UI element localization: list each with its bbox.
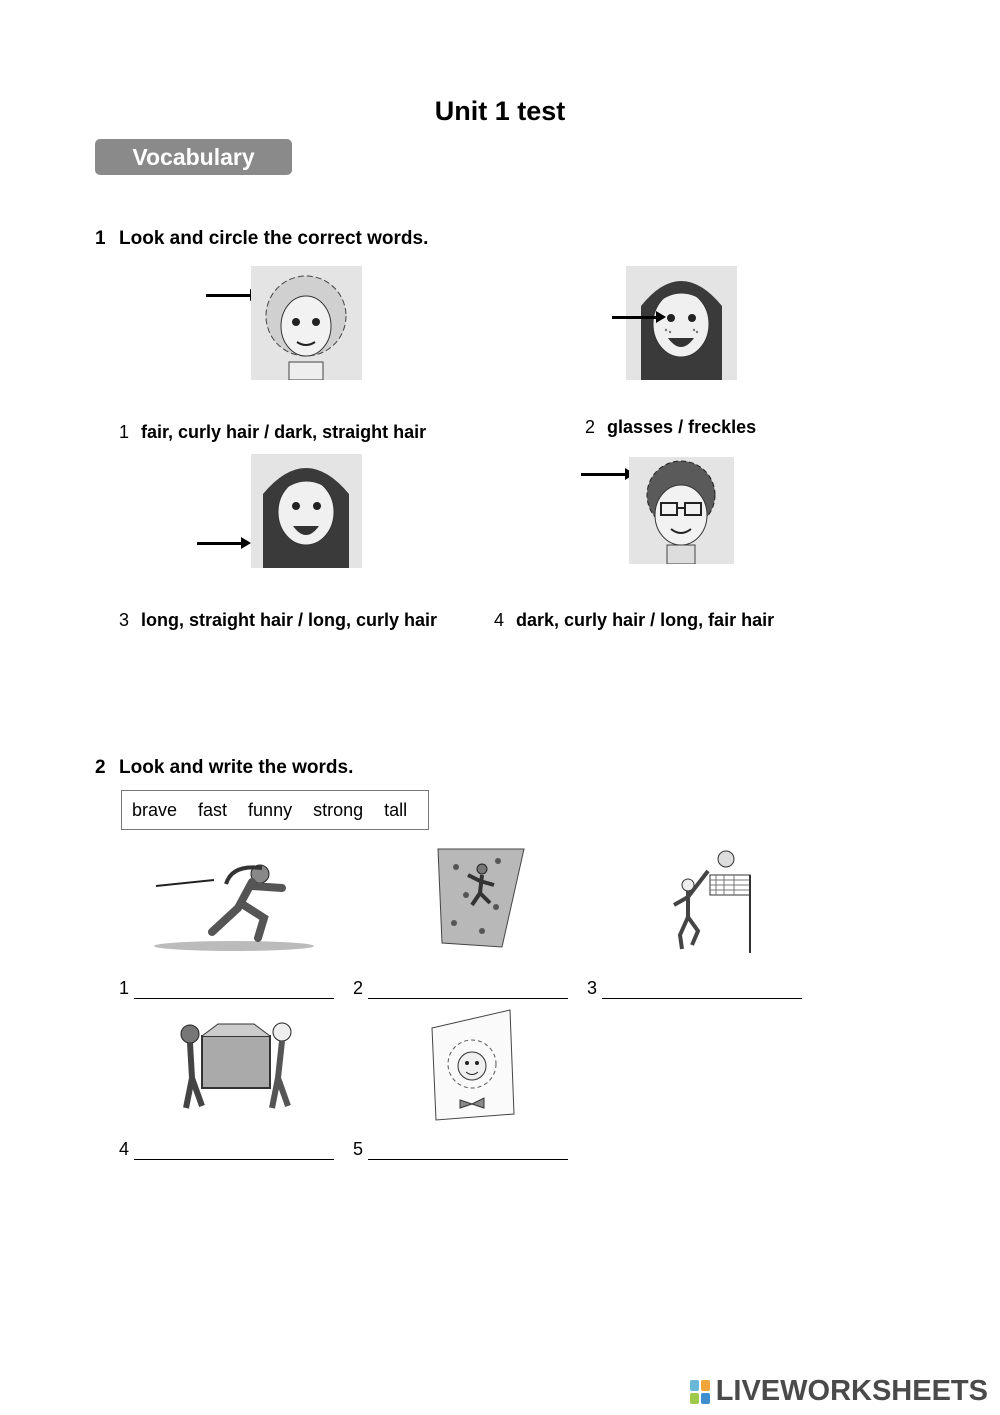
- option-item[interactable]: [585, 417, 756, 438]
- word-bank-item: brave: [132, 799, 178, 820]
- answer-row: [353, 1139, 568, 1160]
- exercise-instruction: Look and write the words.: [119, 757, 354, 778]
- arrow-icon: [197, 542, 245, 545]
- arrow-icon: [612, 316, 660, 319]
- answer-row: [119, 978, 334, 999]
- carrying-box-image: [168, 1012, 304, 1118]
- answer-number: 5: [353, 1139, 364, 1159]
- exercise-instruction: Look and circle the correct words.: [119, 228, 429, 249]
- logo-square: [701, 1380, 710, 1391]
- curly-hair-boy-image: [629, 457, 734, 564]
- word-bank-item: strong: [313, 799, 364, 820]
- section-badge: Vocabulary: [95, 139, 292, 175]
- answer-row: [353, 978, 568, 999]
- liveworksheets-logo-icon: [690, 1380, 710, 1404]
- brand-name: LIVEWORKSHEETS: [715, 1375, 988, 1407]
- logo-square: [690, 1380, 699, 1391]
- item-text: fair, curly hair / dark, straight hair: [141, 422, 427, 442]
- item-number: 4: [494, 610, 505, 630]
- climbing-wall-image: [436, 847, 526, 949]
- word-bank-item: funny: [248, 799, 293, 820]
- logo-square: [701, 1393, 710, 1404]
- word-bank-item: tall: [384, 799, 408, 820]
- answer-blank[interactable]: [602, 980, 802, 999]
- item-text: long, straight hair / long, curly hair: [141, 610, 438, 630]
- answer-blank[interactable]: [134, 980, 334, 999]
- answer-number: 1: [119, 978, 130, 998]
- funny-drawing-image: [428, 1008, 516, 1122]
- exercise-2-heading: [95, 757, 353, 779]
- item-number: 1: [119, 422, 130, 442]
- long-hair-girl-image: [251, 454, 362, 568]
- logo-square: [690, 1393, 699, 1404]
- item-text: glasses / freckles: [607, 417, 757, 437]
- curly-hair-child-image: [251, 266, 362, 380]
- answer-number: 2: [353, 978, 364, 998]
- volleyball-player-image: [664, 849, 754, 957]
- arrow-icon: [581, 473, 629, 476]
- item-number: 2: [585, 417, 596, 437]
- answer-blank[interactable]: [368, 980, 568, 999]
- option-item[interactable]: [494, 610, 774, 631]
- arrow-icon: [206, 294, 254, 297]
- brand-footer[interactable]: [690, 1375, 988, 1408]
- exercise-number: 2: [95, 757, 106, 778]
- option-item[interactable]: [119, 610, 437, 631]
- page-title: Unit 1 test: [434, 96, 566, 126]
- answer-row: [587, 978, 802, 999]
- answer-number: 3: [587, 978, 598, 998]
- answer-blank[interactable]: [134, 1141, 334, 1160]
- word-bank-item: fast: [198, 799, 228, 820]
- answer-number: 4: [119, 1139, 130, 1159]
- answer-row: [119, 1139, 334, 1160]
- item-text: dark, curly hair / long, fair hair: [516, 610, 775, 630]
- option-item[interactable]: [119, 422, 426, 443]
- exercise-number: 1: [95, 228, 106, 249]
- answer-blank[interactable]: [368, 1141, 568, 1160]
- freckles-girl-image: [626, 266, 737, 380]
- item-number: 3: [119, 610, 130, 630]
- fencer-image: [152, 858, 316, 956]
- word-bank: [121, 790, 429, 830]
- exercise-1-heading: [95, 228, 428, 250]
